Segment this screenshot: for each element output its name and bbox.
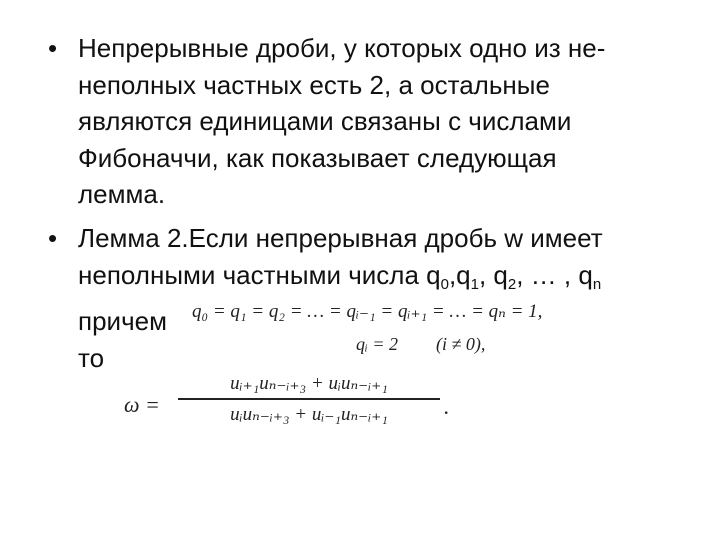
condition-formula-row2-right: (i ≠ 0),	[436, 334, 486, 354]
condition-formula-row2-left: qᵢ = 2	[356, 334, 398, 354]
text-line: причем	[78, 306, 167, 336]
text-line: являются единицами связаны с числами	[78, 106, 572, 136]
text-line: Фибоначчи, как показывает следующая	[78, 142, 557, 173]
text-line: неполных частных есть 2, а остальные	[78, 69, 550, 100]
omega-denominator: uᵢuₙ₋ᵢ₊₃ + uᵢ₋₁uₙ₋ᵢ₊₁	[230, 403, 388, 425]
omega-fraction	[178, 372, 440, 426]
text-line: неполными частными числа $q_0,q_1$, $q_2$, … , $q_n$	[78, 259, 602, 293]
text-line: то	[78, 342, 105, 373]
text-line: Непрерывные дроби, у которых одно из не-	[78, 33, 606, 63]
text-line: Лемма 2.Если непрерывная дробь w имеет	[78, 223, 603, 253]
bullet-marker: •	[48, 33, 58, 63]
bullet-marker: •	[48, 223, 58, 253]
bullet-fibonacci	[48, 30, 688, 213]
bullet-text	[78, 30, 688, 213]
omega-numerator: uᵢ₊₁uₙ₋ᵢ₊₃ + uᵢuₙ₋ᵢ₊₁	[230, 373, 388, 394]
condition-formula-row1: q₀ = q₁ = q₂ = … = qᵢ₋₁ = qᵢ₊₁ = … = qₙ = 1,	[192, 301, 543, 322]
omega-trailing-period: .	[444, 394, 450, 419]
text-line: лемма.	[78, 179, 166, 209]
omega-lhs: ω =	[124, 392, 160, 417]
fraction-bar	[178, 398, 440, 400]
